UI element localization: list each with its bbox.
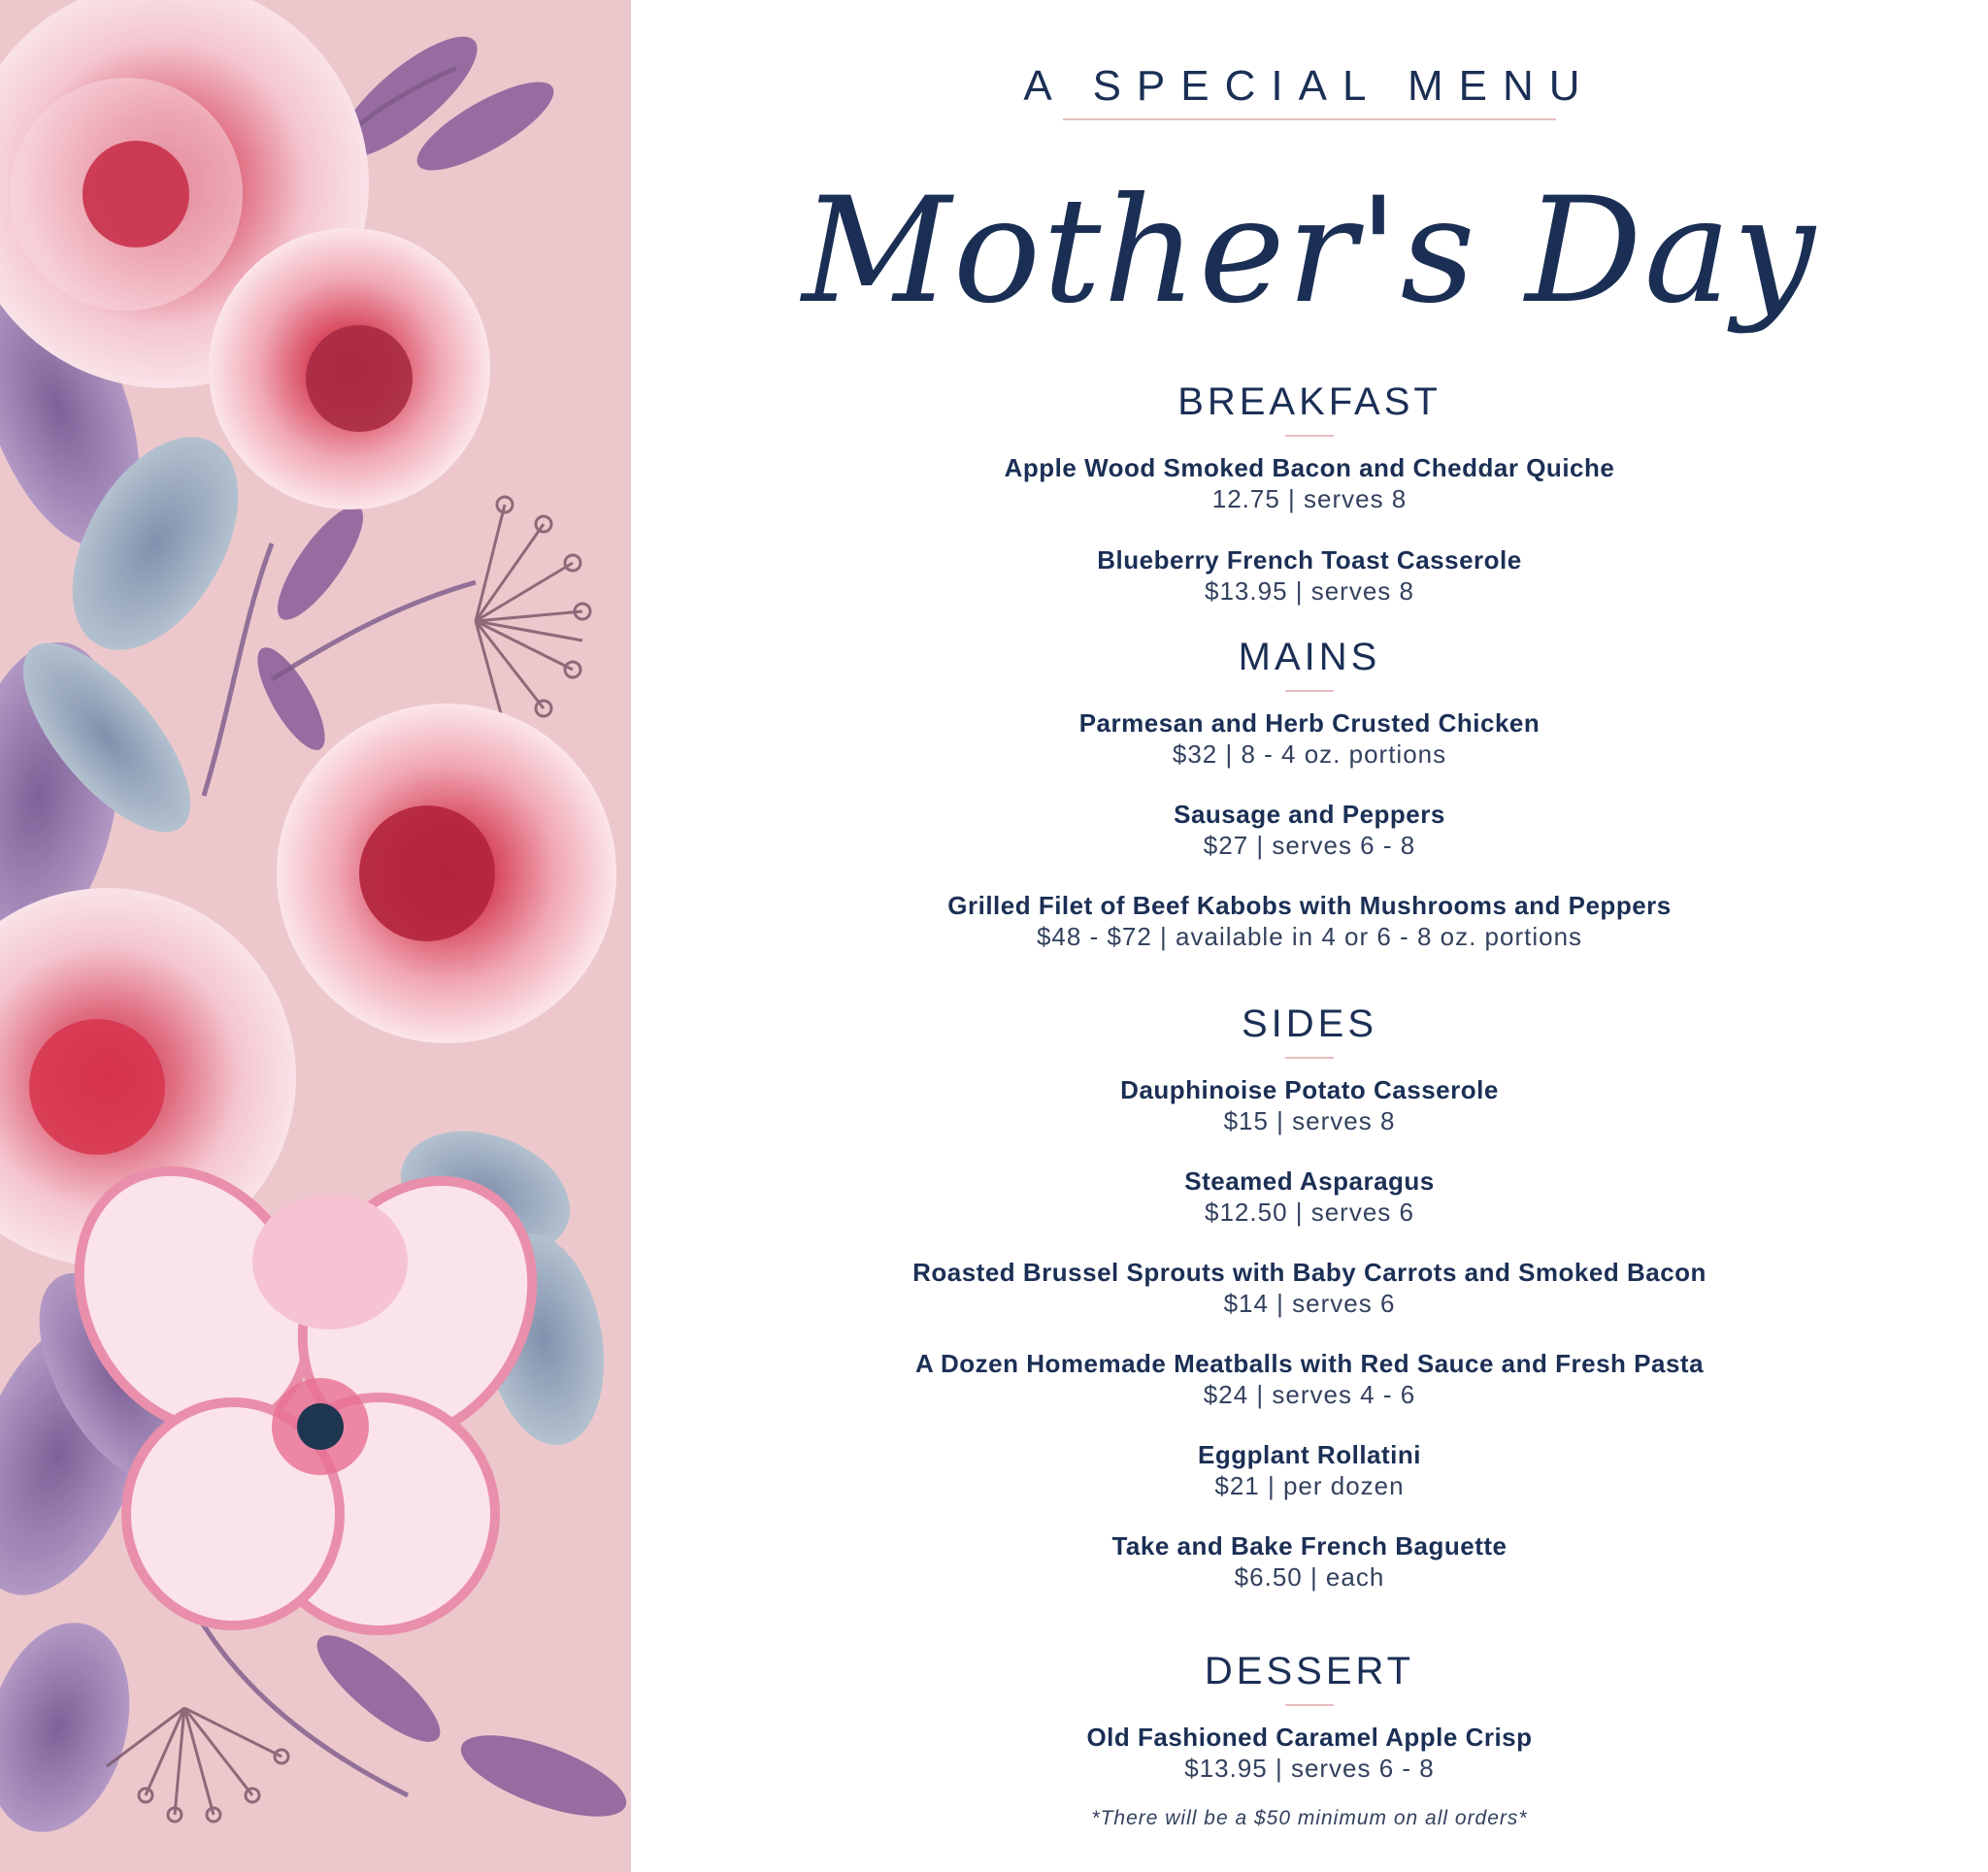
item-name: Take and Bake French Baguette (1111, 1531, 1508, 1560)
lily-flower (34, 1130, 579, 1630)
item-name: A Dozen Homemade Meatballs with Red Sauce and Fresh Pasta (914, 1349, 1705, 1378)
section-divider (1285, 435, 1334, 437)
section-divider (1285, 1704, 1334, 1706)
item-name: Blueberry French Toast Casserole (1097, 545, 1522, 575)
section-title-dessert: DESSERT (1204, 1650, 1415, 1692)
item-detail: $13.95 | serves 6 - 8 (1184, 1754, 1435, 1783)
menu-item (631, 1074, 1988, 1136)
menu-item (631, 1348, 1988, 1410)
item-name: Parmesan and Herb Crusted Chicken (1078, 708, 1541, 738)
item-detail: $13.95 | serves 8 (1205, 576, 1414, 606)
script-title-graphic (631, 131, 1988, 383)
item-detail: 12.75 | serves 8 (1211, 484, 1408, 513)
menu-item (631, 890, 1988, 952)
item-name: Grilled Filet of Beef Kabobs with Mushrooms and Peppers (947, 891, 1672, 920)
item-detail: $12.50 | serves 6 (1205, 1198, 1414, 1227)
item-name: Sausage and Peppers (1174, 800, 1445, 829)
menu-column (631, 0, 1988, 1872)
item-detail: $14 | serves 6 (1223, 1289, 1396, 1318)
item-detail: $15 | serves 8 (1223, 1106, 1396, 1135)
watercolor-floral-illustration (0, 0, 631, 1872)
menu-item (631, 1722, 1988, 1784)
minimum-order-note: *There will be a $50 minimum on all orders* (1091, 1807, 1528, 1829)
menu-item (631, 544, 1988, 607)
menu-item (631, 799, 1988, 861)
section-divider (1285, 690, 1334, 692)
eyebrow-divider (1063, 118, 1556, 120)
menu-item (631, 1257, 1988, 1319)
menu-item (631, 452, 1988, 514)
floral-panel (0, 0, 631, 1872)
section-title-breakfast: BREAKFAST (1177, 380, 1441, 423)
item-detail: $48 - $72 | available in 4 or 6 - 8 oz. portions (1036, 922, 1583, 951)
section-title-sides: SIDES (1241, 1002, 1378, 1045)
menu-item (631, 707, 1988, 770)
menu-item (631, 1439, 1988, 1501)
item-name: Old Fashioned Caramel Apple Crisp (1086, 1723, 1533, 1752)
item-detail: $21 | per dozen (1214, 1471, 1405, 1500)
menu-item (631, 1530, 1988, 1593)
item-name: Eggplant Rollatini (1198, 1440, 1421, 1469)
item-detail: $6.50 | each (1234, 1562, 1385, 1592)
item-detail: $27 | serves 6 - 8 (1203, 831, 1416, 860)
item-name: Apple Wood Smoked Bacon and Cheddar Quiche (1004, 453, 1615, 482)
menu-item (631, 1166, 1988, 1228)
page-title: Mother's Day (802, 167, 1817, 336)
section-divider (1285, 1057, 1334, 1059)
section-title-mains: MAINS (1238, 636, 1381, 678)
menu-eyebrow: A SPECIAL MENU (1023, 62, 1596, 110)
item-name: Roasted Brussel Sprouts with Baby Carrots and Smoked Bacon (912, 1258, 1706, 1287)
item-detail: $32 | 8 - 4 oz. portions (1172, 739, 1447, 769)
item-name: Dauphinoise Potato Casserole (1120, 1075, 1499, 1104)
item-name: Steamed Asparagus (1184, 1166, 1435, 1196)
item-detail: $24 | serves 4 - 6 (1203, 1380, 1416, 1409)
